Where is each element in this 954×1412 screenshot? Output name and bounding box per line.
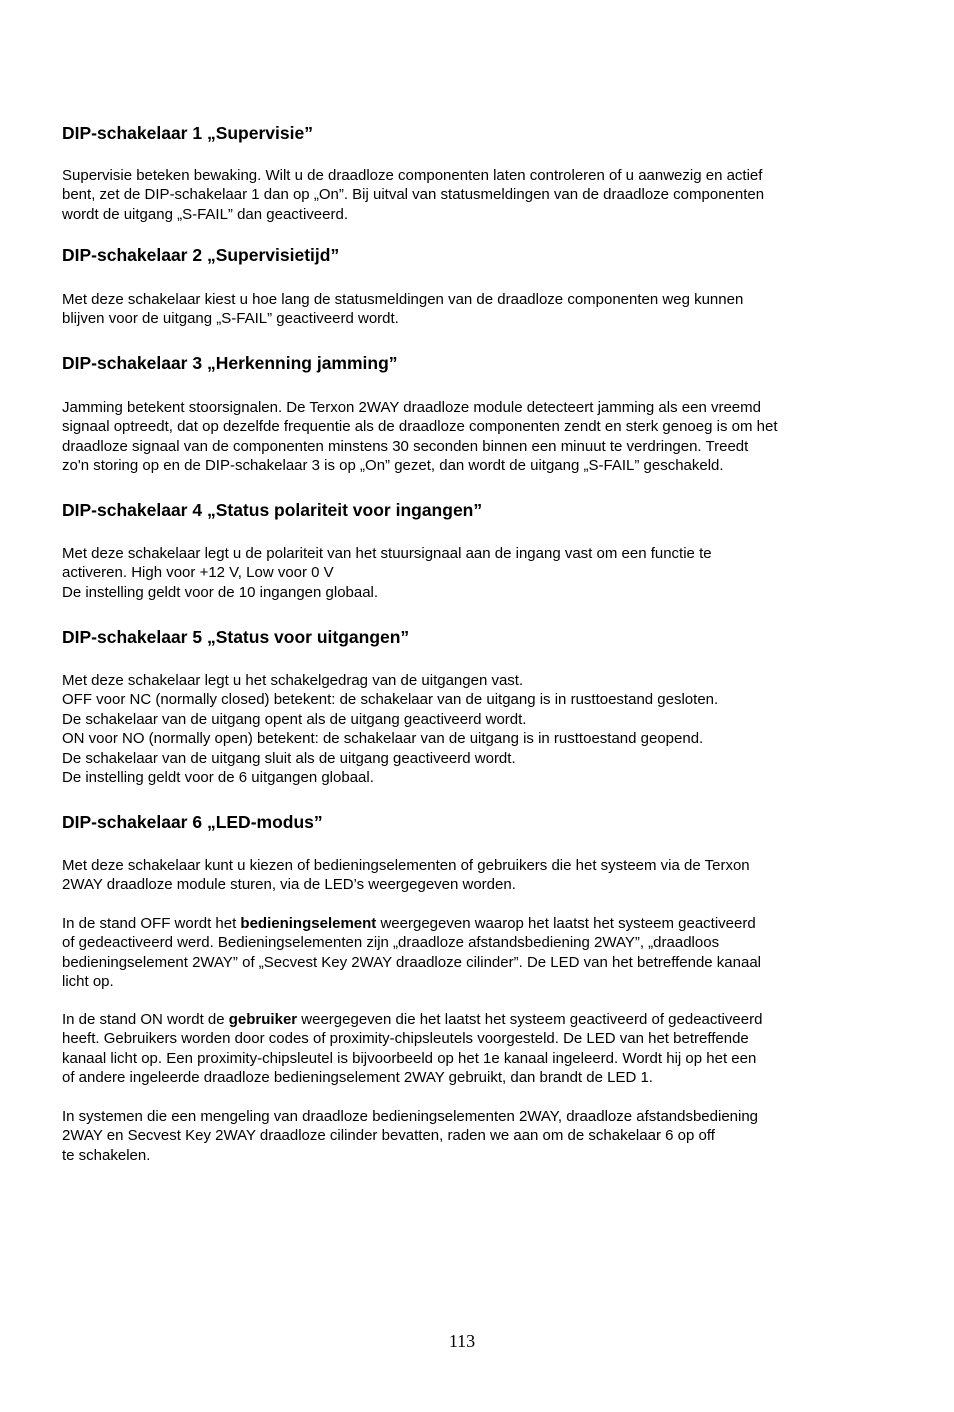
section-heading-dip-5: DIP-schakelaar 5 „Status voor uitgangen” — [62, 627, 410, 647]
section-heading-dip-2: DIP-schakelaar 2 „Supervisietijd” — [62, 245, 340, 265]
text-line: In de stand OFF wordt het bedieningselement weergegeven waarop het laatst het systeem geactiveerd — [62, 915, 756, 932]
page-number: 113 — [448, 1331, 476, 1351]
section-paragraph-dip-6-advice — [62, 1107, 758, 1165]
text-line: In systemen die een mengeling van draadloze bedieningselementen 2WAY, draadloze afstandsbediening — [62, 1108, 759, 1125]
section-heading-dip-4: DIP-schakelaar 4 „Status polariteit voor ingangen” — [62, 500, 483, 520]
section-paragraph-dip-6-intro — [62, 856, 750, 895]
text-line: Met deze schakelaar legt u de polariteit van het stuursignaal aan de ingang vast om een functie te — [62, 545, 712, 562]
section-paragraph-dip-3 — [62, 398, 778, 476]
text-line: Supervisie beteken bewaking. Wilt u de draadloze componenten laten controleren of u aanwezig en actief — [62, 167, 763, 184]
text-line: heeft. Gebruikers worden door codes of proximity-chipsleutels voorgesteld. De LED van het betreffende — [62, 1030, 749, 1048]
text-line: De schakelaar van de uitgang opent als de uitgang geactiveerd wordt. — [62, 710, 527, 728]
bold-term: bedieningselement — [240, 915, 377, 932]
text-line: 2WAY en Secvest Key 2WAY draadloze cilinder bevatten, raden we aan om de schakelaar 6 op off — [62, 1127, 715, 1145]
text-line: wordt de uitgang „S-FAIL” dan geactiveerd. — [62, 205, 348, 223]
text-line: zo'n storing op en de DIP-schakelaar 3 is op „On” gezet, dan wordt de uitgang „S-FAIL” geschakeld. — [62, 457, 724, 475]
text-line: draadloze signaal van de componenten minstens 30 seconden binnen een minuut te verdringen. Treedt — [62, 437, 749, 455]
text-line: Met deze schakelaar kiest u hoe lang de statusmeldingen van de draadloze componenten weg kunnen — [62, 291, 744, 308]
section-paragraph-dip-2 — [62, 290, 743, 329]
text-line: licht op. — [62, 973, 114, 991]
text-line: Met deze schakelaar legt u het schakelgedrag van de uitgangen vast. — [62, 672, 524, 689]
text-line: kanaal licht op. Een proximity-chipsleutel is bijvoorbeeld op het 1e kanaal ingeleerd. Wordt hij op het een — [62, 1049, 757, 1067]
text-line: blijven voor de uitgang „S-FAIL” geactiveerd wordt. — [62, 310, 399, 328]
text-line: 2WAY draadloze module sturen, via de LED’s weergegeven worden. — [62, 876, 516, 894]
text-line: signaal optreedt, dat op dezelfde frequentie als de draadloze componenten zendt en sterk genoeg is om het — [62, 418, 778, 436]
text-line: te schakelen. — [62, 1146, 151, 1164]
text-line: Met deze schakelaar kunt u kiezen of bedieningselementen of gebruikers die het systeem via de Terxon — [62, 857, 750, 874]
section-paragraph-dip-1 — [62, 166, 764, 224]
bold-term: gebruiker — [228, 1011, 298, 1028]
text-line: bent, zet de DIP-schakelaar 1 dan op „On”. Bij uitval van statusmeldingen van de draadloze componenten — [62, 186, 765, 204]
section-paragraph-dip-6-off — [62, 914, 761, 992]
section-paragraph-dip-4 — [62, 544, 712, 602]
section-heading-dip-6: DIP-schakelaar 6 „LED-modus” — [62, 812, 323, 832]
text-line: activeren. High voor +12 V, Low voor 0 V — [62, 564, 334, 582]
text-line: bedieningselement 2WAY” of „Secvest Key 2WAY draadloze cilinder”. De LED van het betreffende kanaal — [62, 953, 761, 971]
text-line: ON voor NO (normally open) betekent: de schakelaar van de uitgang is in rusttoestand geopend. — [62, 730, 704, 748]
text-line: of andere ingeleerde draadloze bedieningselement 2WAY gebruikt, dan brandt de LED 1. — [62, 1069, 653, 1087]
text-line: Jamming betekent stoorsignalen. De Terxon 2WAY draadloze module detecteert jamming als een vreemd — [62, 399, 761, 416]
text-line: of gedeactiveerd werd. Bedieningselementen zijn „draadloze afstandsbediening 2WAY”, „draadloos — [62, 934, 720, 952]
text-line: In de stand ON wordt de gebruiker weergegeven die het laatst het systeem geactiveerd of gedeactiveerd — [62, 1011, 763, 1028]
section-heading-dip-1: DIP-schakelaar 1 „Supervisie” — [62, 123, 313, 143]
section-heading-dip-3: DIP-schakelaar 3 „Herkenning jamming” — [62, 353, 398, 373]
section-paragraph-dip-5 — [62, 671, 718, 787]
text-line: De instelling geldt voor de 6 uitgangen globaal. — [62, 769, 374, 787]
text-line: OFF voor NC (normally closed) betekent: de schakelaar van de uitgang is in rusttoestand gesloten. — [62, 691, 719, 709]
text-line: De schakelaar van de uitgang sluit als de uitgang geactiveerd wordt. — [62, 749, 516, 767]
text-line: De instelling geldt voor de 10 ingangen globaal. — [62, 583, 379, 601]
section-paragraph-dip-6-on — [62, 1010, 762, 1088]
